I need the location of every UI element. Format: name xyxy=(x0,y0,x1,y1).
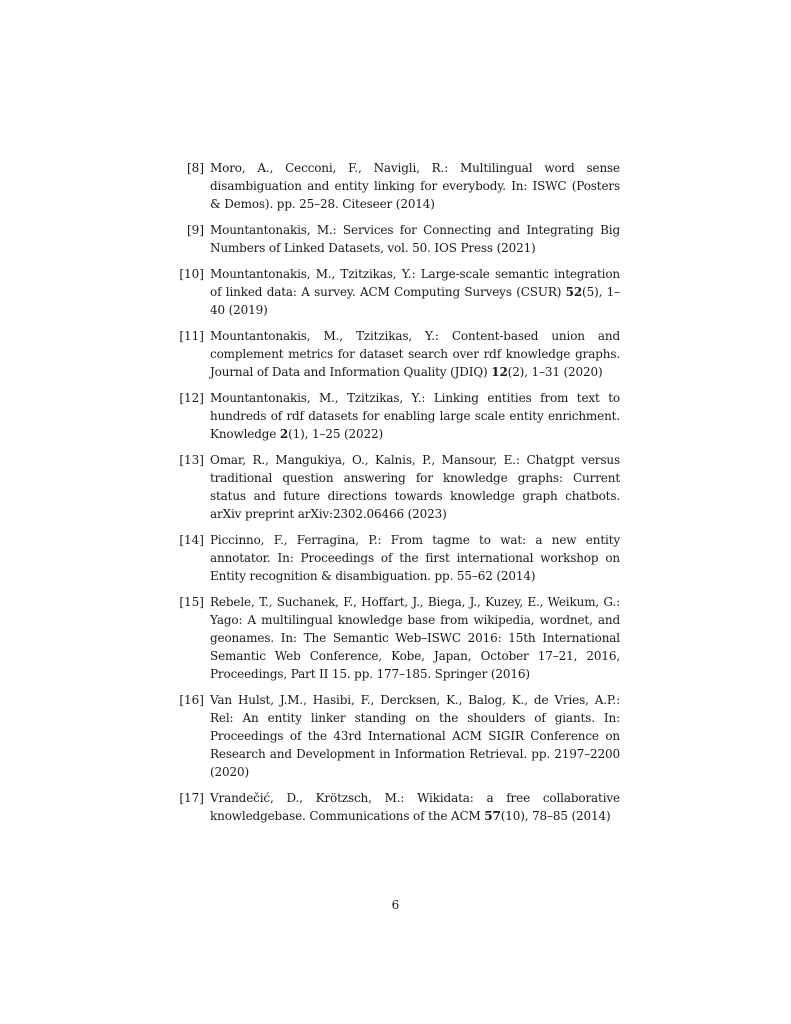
reference-entry xyxy=(176,221,620,257)
reference-volume: 2 xyxy=(279,427,289,441)
reference-volume: 57 xyxy=(484,809,501,823)
reference-number: [16] xyxy=(179,693,204,707)
reference-entry xyxy=(176,593,620,683)
reference-entry xyxy=(176,159,620,213)
reference-number: [13] xyxy=(179,453,204,467)
reference-segment: Omar, R., Mangukiya, O., Kalnis, P., Mansour, E.: Chatgpt versus traditional question answering for knowledge graphs: Current status and future directions towards knowledge graph chatbots. arXiv preprint arXiv:2302.06466 (2023) xyxy=(210,453,620,521)
reference-text xyxy=(210,451,620,523)
reference-entry xyxy=(176,327,620,381)
reference-text xyxy=(210,265,620,319)
reference-entry xyxy=(176,789,620,825)
reference-text xyxy=(210,159,620,213)
reference-segment: (5), 1–40 (2019) xyxy=(210,285,620,317)
reference-number: [17] xyxy=(179,791,204,805)
reference-list xyxy=(176,159,620,833)
reference-text xyxy=(210,789,620,825)
reference-text xyxy=(210,389,620,443)
reference-segment: Rebele, T., Suchanek, F., Hoffart, J., Biega, J., Kuzey, E., Weikum, G.: Yago: A multilingual knowledge base from wikipedia, wordnet, and geonames. In: The Semantic Web–ISWC 2016: 15th International Semantic Web Conference, Kobe, Japan, October 17–21, 2016, Proceedings, Part II 15. pp. 177–185. Springer (2016) xyxy=(210,595,620,681)
reference-segment: Piccinno, F., Ferragina, P.: From tagme to wat: a new entity annotator. In: Proceedings of the first international workshop on Entity recognition & disambiguation. pp. 55–62 (2014) xyxy=(210,533,620,583)
reference-segment: (2), 1–31 (2020) xyxy=(507,365,603,379)
reference-entry xyxy=(176,389,620,443)
reference-segment: Mountantonakis, M., Tzitzikas, Y.: Content-based union and complement metrics for dataset search over rdf knowledge graphs. Journal of Data and Information Quality (JDIQ) xyxy=(210,329,620,379)
reference-text xyxy=(210,327,620,381)
page-number: 6 xyxy=(391,898,400,912)
reference-segment: Moro, A., Cecconi, F., Navigli, R.: Multilingual word sense disambiguation and entity linking for everybody. In: ISWC (Posters & Demos). pp. 25–28. Citeseer (2014) xyxy=(210,161,620,211)
reference-segment: (10), 78–85 (2014) xyxy=(500,809,611,823)
reference-volume: 12 xyxy=(491,365,508,379)
reference-volume: 52 xyxy=(565,285,583,299)
reference-segment: Mountantonakis, M., Tzitzikas, Y.: Large-scale semantic integration of linked data: A survey. ACM Computing Surveys (CSUR) xyxy=(210,267,620,299)
reference-number: [15] xyxy=(179,595,204,609)
reference-entry xyxy=(176,531,620,585)
reference-text xyxy=(210,221,620,257)
reference-number: [9] xyxy=(187,223,204,237)
reference-entry xyxy=(176,451,620,523)
reference-segment: Van Hulst, J.M., Hasibi, F., Dercksen, K., Balog, K., de Vries, A.P.: Rel: An entity linker standing on the shoulders of giants. In: Proceedings of the 43rd International ACM SIGIR Conference on Research and Development in Information Retrieval. pp. 2197–2200 (2020) xyxy=(210,693,620,779)
reference-number: [8] xyxy=(187,161,204,175)
reference-segment: Mountantonakis, M.: Services for Connecting and Integrating Big Numbers of Linked Datasets, vol. 50. IOS Press (2021) xyxy=(210,223,620,255)
reference-number: [10] xyxy=(179,267,204,281)
reference-segment: Vrandečić, D., Krötzsch, M.: Wikidata: a free collaborative knowledgebase. Communications of the ACM xyxy=(210,791,620,823)
reference-text xyxy=(210,593,620,683)
reference-number: [11] xyxy=(179,329,204,343)
reference-entry xyxy=(176,691,620,781)
reference-number: [12] xyxy=(179,391,204,405)
reference-entry xyxy=(176,265,620,319)
reference-number: [14] xyxy=(179,533,204,547)
reference-text xyxy=(210,531,620,585)
reference-segment: Mountantonakis, M., Tzitzikas, Y.: Linking entities from text to hundreds of rdf datasets for enabling large scale entity enrichment. Knowledge xyxy=(210,391,620,441)
reference-segment: (1), 1–25 (2022) xyxy=(288,427,383,441)
reference-text xyxy=(210,691,620,781)
